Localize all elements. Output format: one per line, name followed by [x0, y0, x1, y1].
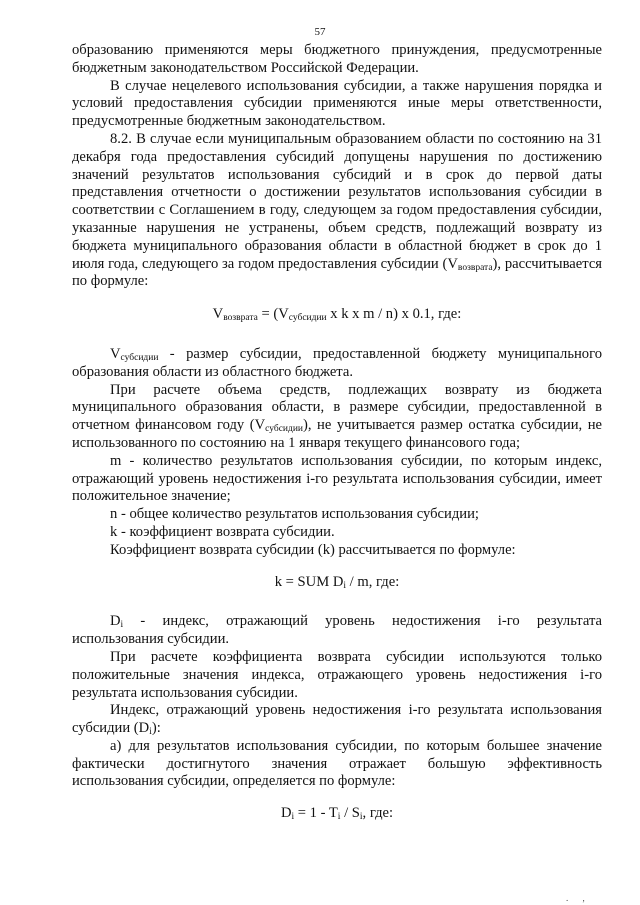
- paragraph: Коэффициент возврата субсидии (k) рассчитывается по формуле:: [110, 541, 516, 558]
- paragraph: В случае нецелевого использования субсидии, а также нарушения порядка и условий предоставления субсидии применяются иные меры ответственности, предусмотренные бюджетным законодательством.: [72, 77, 602, 130]
- formula-return-volume: $V_{возврата} = (V_{субсидии}$ x k x m / n) x 0.1, где:: [212, 306, 462, 324]
- paragraph: При расчете коэффициента возврата субсидии используются только положительные значения индекса, отражающего уровень недостижения i-го результата использования субсидии.: [72, 648, 602, 701]
- definition-v-subsidy: $V_{субсидии}$ - размер субсидии, предоставленной бюджету муниципального образования области из областного бюджета.: [72, 345, 602, 380]
- formula-k: k = SUM $D_i$ / m, где:: [274, 573, 400, 591]
- paragraph: образованию применяются меры бюджетного принуждения, предусмотренные бюджетным законодательством Российской Федерации.: [72, 42, 602, 76]
- paragraph-a: а) для результатов использования субсидии, по которым большее значение фактически достигнутого значения отражает большую эффективность использования субсидии, определяется по формуле:: [72, 737, 602, 790]
- document-body: [72, 42, 602, 823]
- corner-mark: . ,: [566, 893, 591, 903]
- paragraph-8-2: 8.2. В случае если муниципальным образованием области по состоянию на 31 декабря года предоставления субсидий допущены нарушения по достижению значений результатов использования субсидий и в срок до первой даты представления отчетности о достижении результатов использования субсидии в соответствии с Соглашением в году, следующем за годом предоставления субсидии, указанные нарушения не устранены, объем средств, подлежащий возврату из бюджета муниципального образования области в областной бюджет в срок до 1 июля года, следующего за годом предоставления субсидии $(V_{возврата})$, рассчитывается по формуле:: [72, 130, 603, 290]
- paragraph: Индекс, отражающий уровень недостижения i-го результата использования субсидии $(D_i)$:: [72, 702, 602, 738]
- definition-di: $D_i$ - индекс, отражающий уровень недостижения i-го результата использования субсидии.: [72, 613, 602, 648]
- definition-m: m - количество результатов использования субсидии, по которым индекс, отражающий уровень недостижения i-го результата использования субсидии, имеет положительное значение;: [72, 452, 602, 505]
- definition-k: k - коэффициент возврата субсидии.: [110, 523, 335, 540]
- definition-n: n - общее количество результатов использования субсидии;: [110, 506, 479, 523]
- paragraph: При расчете объема средств, подлежащих возврату из бюджета муниципального образования области, в размере субсидии, предоставленной в отчетном финансовом году $(V_{субсидии})$, не учитывается размер остатка субсидии, не использованного по состоянию на 1 января текущего финансового года;: [72, 381, 602, 451]
- page-number: 57: [314, 26, 326, 38]
- formula-di: $D_i = 1 - T_i / S_i$, где:: [280, 805, 394, 823]
